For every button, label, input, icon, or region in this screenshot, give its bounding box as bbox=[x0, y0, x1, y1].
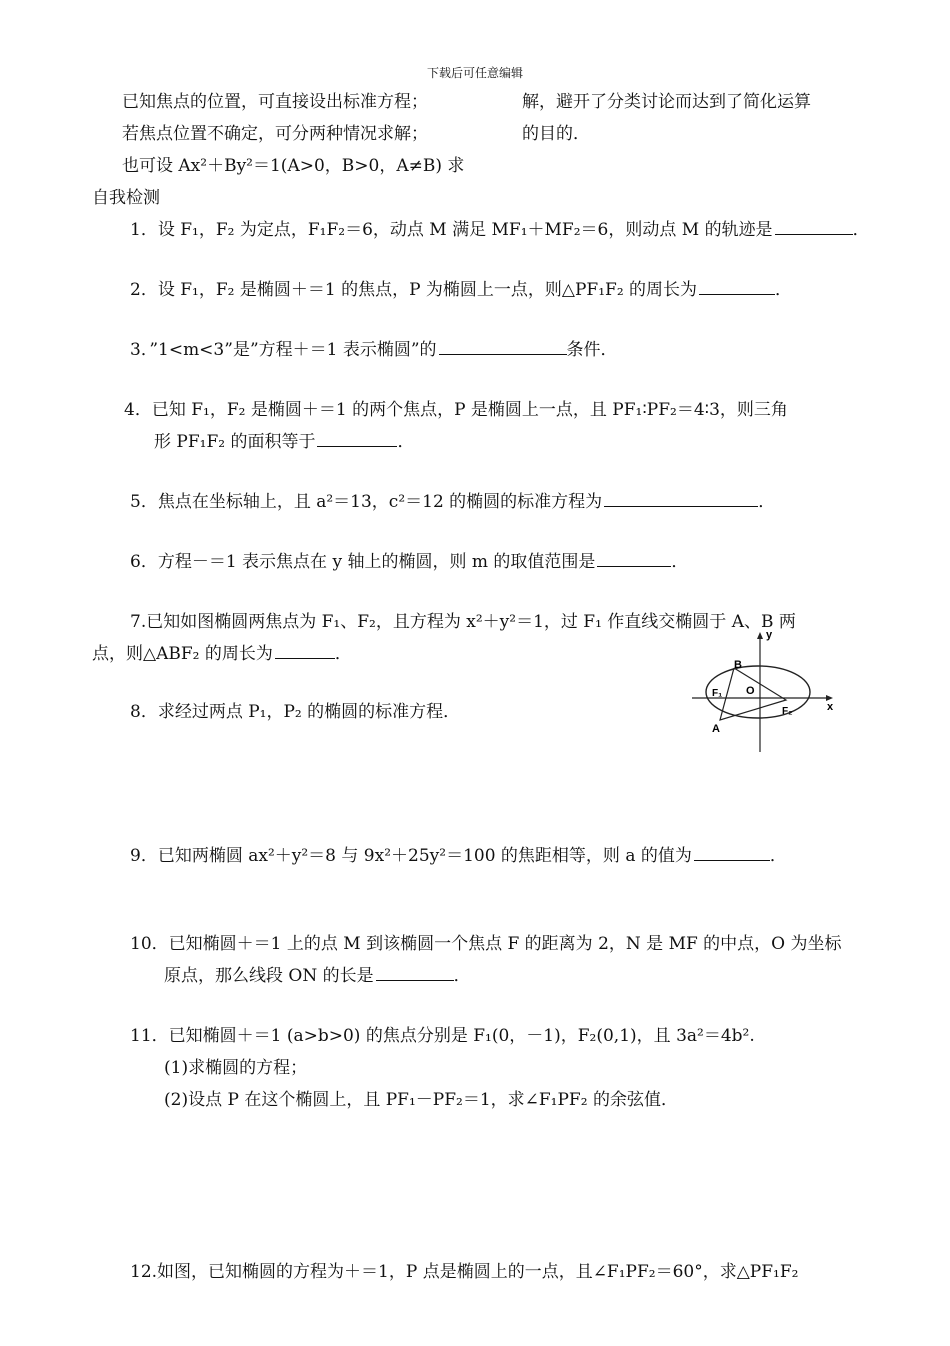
intro-left-line-1: 已知焦点的位置，可直接设出标准方程； bbox=[122, 92, 428, 112]
question-3-suffix: 条件． bbox=[566, 340, 618, 360]
question-6-text: 6．方程－＝1 表示焦点在 y 轴上的椭圆，则 m 的取值范围是 bbox=[130, 552, 596, 572]
question-11-line-1: 11．已知椭圆＋＝1 (a>b>0) 的焦点分别是 F₁(0，－1)，F₂(0,1)，且 3a²＝4b². bbox=[130, 1026, 755, 1046]
period: ． bbox=[397, 432, 415, 452]
question-1-text: 1．设 F₁，F₂ 为定点，F₁F₂＝6，动点 M 满足 MF₁＋MF₂＝6，则动点 M 的轨迹是 bbox=[130, 220, 773, 240]
intro-right-line-2: 的目的． bbox=[522, 124, 590, 144]
question-12: 12.如图，已知椭圆的方程为＋＝1，P 点是椭圆上的一点，且∠F₁PF₂＝60°，求△PF₁F₂ bbox=[130, 1262, 799, 1282]
answer-blank bbox=[699, 280, 775, 295]
section-title: 自我检测 bbox=[92, 188, 160, 208]
answer-blank bbox=[317, 432, 397, 447]
period: ． bbox=[334, 644, 352, 664]
answer-blank bbox=[597, 552, 671, 567]
period: ． bbox=[775, 280, 793, 300]
question-4-text: 形 PF₁F₂ 的面积等于 bbox=[154, 432, 316, 452]
answer-blank bbox=[275, 644, 335, 659]
answer-blank bbox=[439, 340, 567, 355]
ellipse-figure bbox=[690, 628, 840, 754]
question-11-part-2: (2)设点 P 在这个椭圆上，且 PF₁－PF₂＝1，求∠F₁PF₂ 的余弦值． bbox=[164, 1090, 678, 1110]
answer-blank bbox=[694, 846, 770, 861]
label-y: y bbox=[766, 629, 773, 641]
intro-right-line-1: 解，避开了分类讨论而达到了简化运算 bbox=[522, 92, 811, 112]
question-10-line-2 bbox=[164, 966, 471, 986]
question-5 bbox=[130, 492, 775, 512]
question-9-text: 9．已知两椭圆 ax²＋y²＝8 与 9x²＋25y²＝100 的焦距相等，则 a 的值为 bbox=[130, 846, 692, 866]
question-3-text: 3．”1<m<3”是”方程＋＝1 表示椭圆”的 bbox=[130, 340, 437, 360]
label-f1: F₁ bbox=[712, 688, 723, 699]
intro-left-line-3: 也可设 Ax²＋By²＝1(A>0，B>0，A≠B) 求 bbox=[122, 156, 465, 176]
label-a: A bbox=[712, 723, 720, 735]
question-10-line-1: 10．已知椭圆＋＝1 上的点 M 到该椭圆一个焦点 F 的距离为 2，N 是 MF 的中点，O 为坐标 bbox=[130, 934, 842, 954]
question-7-text: 点，则△ABF₂ 的周长为 bbox=[92, 644, 273, 664]
label-f2: F₂ bbox=[782, 706, 793, 717]
question-7-line-2 bbox=[92, 644, 352, 664]
period: ． bbox=[453, 966, 471, 986]
label-b: B bbox=[734, 659, 742, 671]
period: ． bbox=[769, 846, 787, 866]
answer-blank bbox=[376, 966, 454, 981]
question-2-text: 2．设 F₁，F₂ 是椭圆＋＝1 的焦点，P 为椭圆上一点，则△PF₁F₂ 的周长为 bbox=[130, 280, 698, 300]
intro-left-line-2: 若焦点位置不确定，可分两种情况求解； bbox=[122, 124, 428, 144]
question-2 bbox=[130, 280, 792, 300]
y-axis-arrow bbox=[757, 632, 763, 639]
question-7-line-1: 7.已知如图椭圆两焦点为 F₁、F₂，且方程为 x²＋y²＝1，过 F₁ 作直线交椭圆于 A、B 两 bbox=[130, 612, 796, 632]
question-5-text: 5．焦点在坐标轴上，且 a²＝13，c²＝12 的椭圆的标准方程为 bbox=[130, 492, 603, 512]
label-x: x bbox=[827, 701, 834, 713]
question-1 bbox=[130, 220, 870, 240]
answer-blank bbox=[775, 220, 853, 235]
period: ． bbox=[671, 552, 689, 572]
answer-blank bbox=[604, 492, 758, 507]
period: ． bbox=[852, 220, 870, 240]
question-8: 8．求经过两点 P₁，P₂ 的椭圆的标准方程． bbox=[130, 702, 461, 722]
question-4-line-2 bbox=[154, 432, 414, 452]
question-9 bbox=[130, 846, 787, 866]
period: ． bbox=[758, 492, 776, 512]
question-4-line-1: 4．已知 F₁，F₂ 是椭圆＋＝1 的两个焦点，P 是椭圆上一点，且 PF₁∶PF₂＝4∶3，则三角 bbox=[124, 400, 788, 420]
question-6 bbox=[130, 552, 688, 572]
question-3 bbox=[130, 340, 618, 360]
question-10-text: 原点，那么线段 ON 的长是 bbox=[164, 966, 374, 986]
question-11-part-1: (1)求椭圆的方程； bbox=[164, 1058, 308, 1078]
page-header: 下载后可任意编辑 bbox=[426, 66, 523, 80]
label-o: O bbox=[746, 685, 755, 697]
